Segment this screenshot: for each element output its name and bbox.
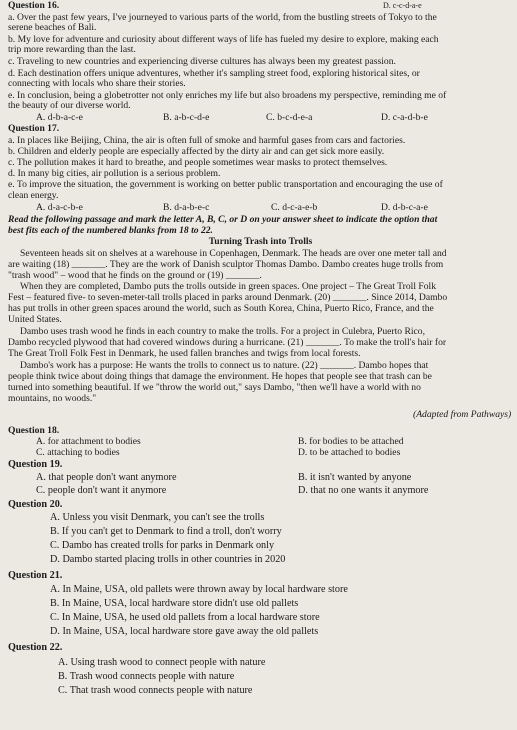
q17-line: a. In places like Beijing, China, the air is often full of smoke and harmful gases from cars and factories. — [8, 135, 406, 146]
q16-line: d. Each destination offers unique adventures, whether it's sampling street food, exploring historical sites, or — [8, 68, 420, 79]
top-right-snippet: D. c-c-d-a-e — [383, 1, 422, 10]
q17-line: e. To improve the situation, the government is working on better public transportation and encouraging the use of — [8, 179, 443, 190]
passage-line: Dambo's work has a purpose: He wants the trolls to connect us to nature. (22) _______. Dambo hopes that — [20, 360, 429, 371]
q21-option-d[interactable]: D. In Maine, USA, local hardware store gave away the old pallets — [50, 626, 319, 637]
q20-option-c[interactable]: C. Dambo has created trolls for parks in Denmark only — [50, 540, 275, 551]
passage-line: Dambo recycled plywood that had covered windows during a hurricane. (21) _______. To make the troll's hair for — [8, 337, 447, 348]
q20-option-d[interactable]: D. Dambo started placing trolls in other countries in 2020 — [50, 554, 286, 565]
q17-line: d. In many big cities, air pollution is a serious problem. — [8, 168, 221, 179]
q18-option-c[interactable]: C. attaching to bodies — [36, 447, 120, 458]
passage-title: Turning Trash into Trolls — [208, 236, 313, 247]
q16-option-a[interactable]: A. d-b-a-c-e — [36, 112, 83, 123]
q16-line: connecting with locals who share their stories. — [8, 78, 186, 89]
q19-option-d[interactable]: D. that no one wants it anymore — [298, 485, 429, 496]
q21-option-b[interactable]: B. In Maine, USA, local hardware store didn't use old pallets — [50, 598, 299, 609]
q16-option-b[interactable]: B. a-b-c-d-e — [163, 112, 210, 123]
q17-option-c[interactable]: C. d-c-a-e-b — [271, 202, 318, 213]
passage-line: has put trolls in other green spaces around the world, such as South Korea, China, Puerto Rico, France, and the — [8, 303, 434, 314]
q16-line: c. Traveling to new countries and experiencing diverse cultures has always been my greatest passion. — [8, 56, 396, 67]
passage-line: turned into something beautiful. If we "throw the world out," says Dambo, "then we'll have a world with no — [8, 382, 421, 393]
q21-option-c[interactable]: C. In Maine, USA, he used old pallets from a local hardware store — [50, 612, 320, 623]
q20-option-b[interactable]: B. If you can't get to Denmark to find a troll, don't worry — [50, 526, 282, 537]
passage-line: Dambo uses trash wood he finds in each country to make the trolls. For a project in Culebra, Puerto Rico, — [20, 326, 425, 337]
instruction-line: best fits each of the numbered blanks from 18 to 22. — [8, 225, 213, 236]
q16-option-d[interactable]: D. c-a-d-b-e — [381, 112, 428, 123]
q19-option-b[interactable]: B. it isn't wanted by anyone — [298, 472, 412, 483]
q20-title: Question 20. — [8, 499, 63, 510]
q22-option-b[interactable]: B. Trash wood connects people with nature — [58, 671, 235, 682]
instruction-line: Read the following passage and mark the letter A, B, C, or D on your answer sheet to indicate the option that — [8, 214, 438, 225]
q18-option-d[interactable]: D. to be attached to bodies — [298, 447, 401, 458]
q18-option-b[interactable]: B. for bodies to be attached — [298, 436, 404, 447]
q20-option-a[interactable]: A. Unless you visit Denmark, you can't see the trolls — [50, 512, 265, 523]
q18-title: Question 18. — [8, 425, 60, 436]
passage-line: Seventeen heads sit on shelves at a warehouse in Copenhagen, Denmark. The heads are over one meter tall and — [20, 248, 447, 259]
passage-line: "trash wood" – wood that he finds on the ground or (19) _______. — [8, 270, 262, 281]
q17-line: c. The pollution makes it hard to breathe, and people sometimes wear masks to protect themselves. — [8, 157, 388, 168]
passage-source: (Adapted from Pathways) — [413, 409, 512, 420]
q19-title: Question 19. — [8, 459, 63, 470]
q19-option-c[interactable]: C. people don't want it anymore — [36, 485, 167, 496]
q17-title: Question 17. — [8, 123, 60, 134]
q21-title: Question 21. — [8, 570, 63, 581]
q18-option-a[interactable]: A. for attachment to bodies — [36, 436, 141, 447]
q22-option-c[interactable]: C. That trash wood connects people with nature — [58, 685, 253, 696]
q19-option-a[interactable]: A. that people don't want anymore — [36, 472, 177, 483]
q16-title: Question 16. — [8, 0, 60, 11]
q17-option-a[interactable]: A. d-a-c-b-e — [36, 202, 83, 213]
passage-line: When they are completed, Dambo puts the trolls outside in green spaces. One project – The Great Troll Folk — [20, 281, 436, 292]
q17-line: clean energy. — [8, 190, 59, 201]
q16-line: e. In conclusion, being a globetrotter not only enriches my life but also broadens my perspective, reminding me of — [8, 90, 447, 101]
passage-line: people think twice about doing things that damage the environment. He hopes that people see that trash can be — [8, 371, 432, 382]
q17-line: b. Children and elderly people are especially affected by the dirty air and can get sick more easily. — [8, 146, 385, 157]
passage-line: United States. — [8, 314, 62, 325]
q16-line: the beauty of our diverse world. — [8, 100, 131, 111]
q16-line: b. My love for adventure and curiosity about different ways of life has fueled my desire to explore, making each — [8, 34, 439, 45]
q22-title: Question 22. — [8, 642, 63, 653]
q17-option-d[interactable]: D. d-b-c-a-e — [381, 202, 428, 213]
q16-option-c[interactable]: C. b-c-d-e-a — [266, 112, 313, 123]
q16-line: serene beaches of Bali. — [8, 22, 97, 33]
q21-option-a[interactable]: A. In Maine, USA, old pallets were thrown away by local hardware store — [50, 584, 348, 595]
passage-line: Fest – featured five- to seven-meter-tall trolls placed in parks around Denmark. (20) _______. Since 2014, Dambo — [8, 292, 448, 303]
passage-line: mountains, no woods." — [8, 393, 97, 404]
q16-line: a. Over the past few years, I've journeyed to various parts of the world, from the bustling streets of Tokyo to the — [8, 12, 437, 23]
passage-line: The Great Troll Folk Fest in Denmark, he used fallen branches and twigs from local forests. — [8, 348, 361, 359]
q16-line: trip more rewarding than the last. — [8, 44, 136, 55]
q17-option-b[interactable]: B. d-a-b-e-c — [163, 202, 210, 213]
q22-option-a[interactable]: A. Using trash wood to connect people with nature — [58, 657, 266, 668]
passage-line: are waiting (18) _______. They are the work of Danish sculptor Thomas Dambo. Dambo creates huge trolls from — [8, 259, 444, 270]
